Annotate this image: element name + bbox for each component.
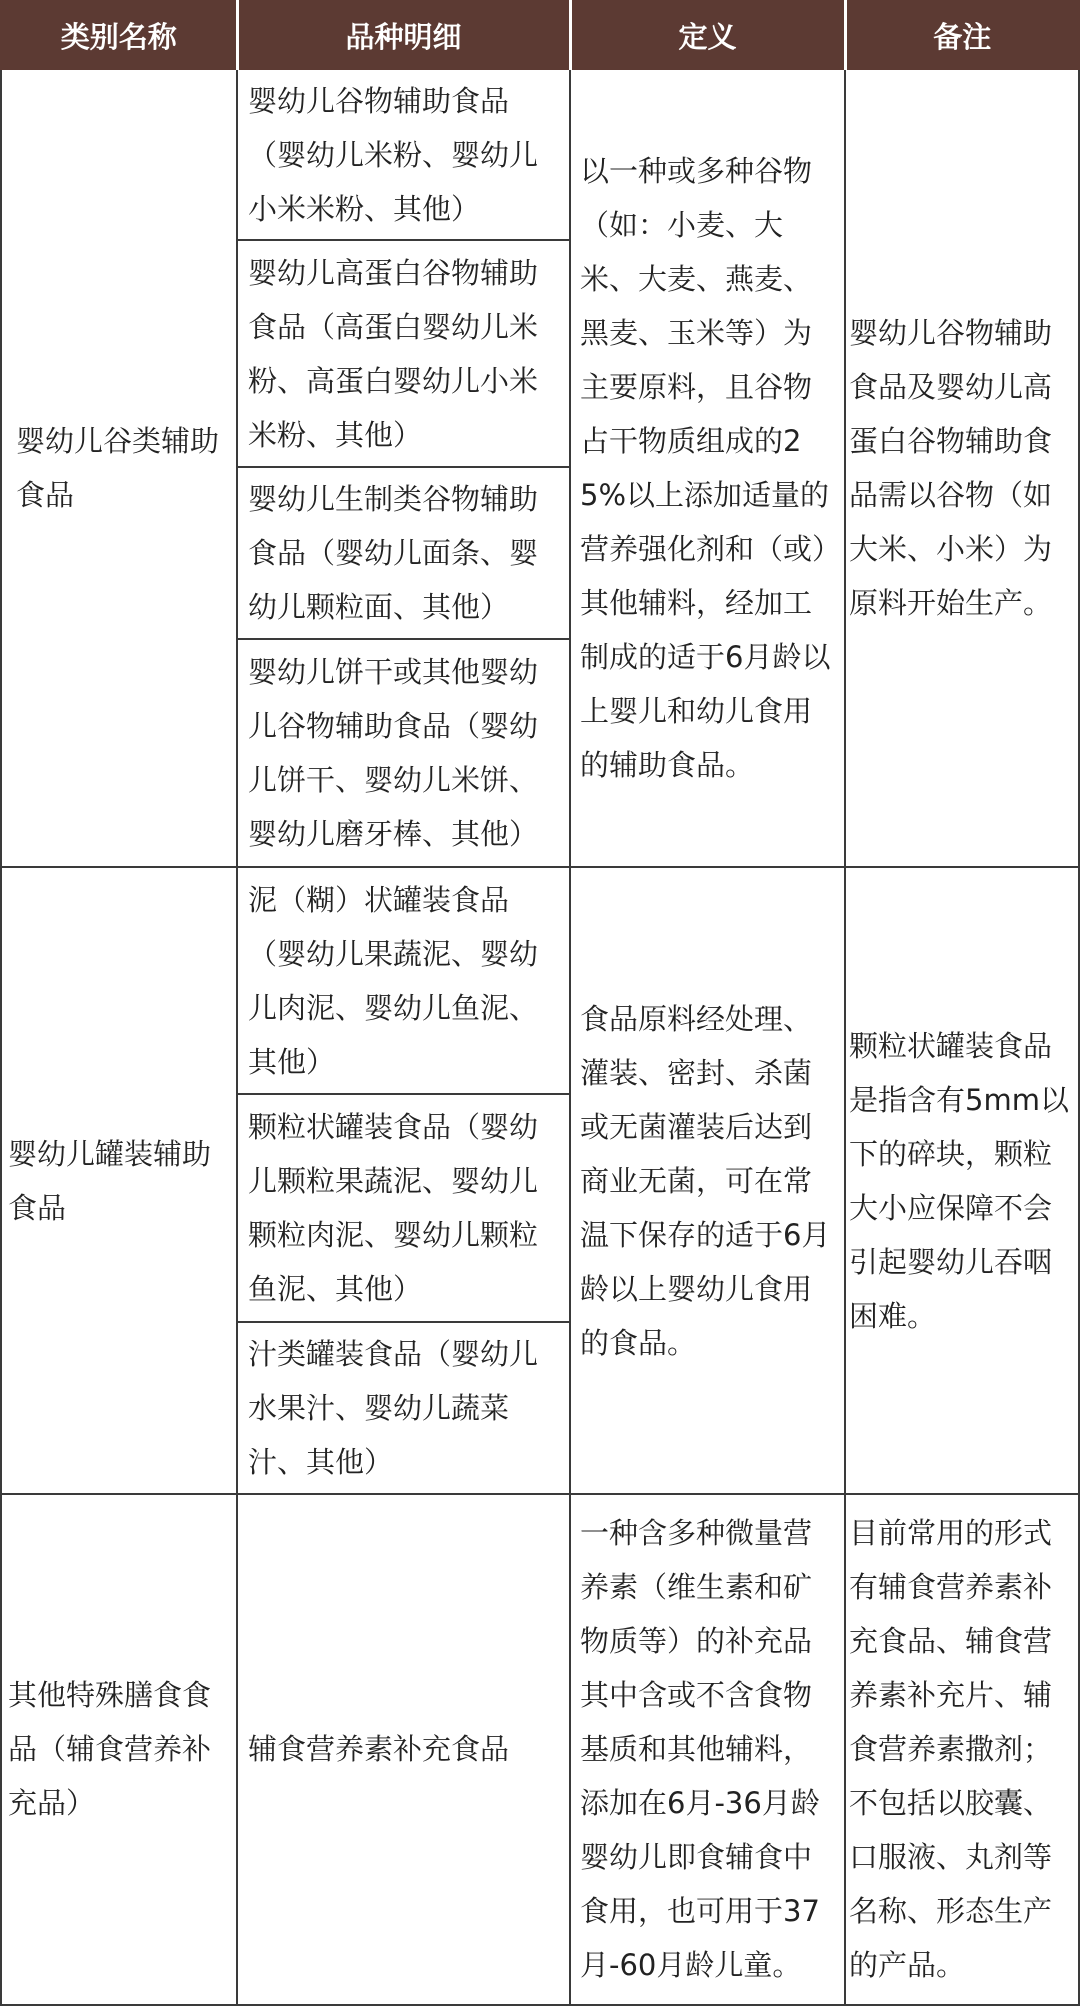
note-cell-other: 目前常用的形式有辅食营养素补充食品、辅食营养素补充片、辅食营养素撒剂；不包括以胶囊、口服液、丸剂等名称、形态生产的产品。: [845, 1494, 1079, 2005]
variety-cell: 婴幼儿高蛋白谷物辅助食品（高蛋白婴幼儿米粉、高蛋白婴幼儿小米米粉、其他）: [237, 240, 570, 467]
variety-cell: 辅食营养素补充食品: [237, 1494, 570, 2005]
variety-cell: 汁类罐装食品（婴幼儿水果汁、婴幼儿蔬菜汁、其他）: [237, 1322, 570, 1494]
category-cell-canned: 婴幼儿罐装辅助食品: [1, 867, 237, 1493]
definition-cell-other: 一种含多种微量营养素（维生素和矿物质等）的补充品其中含或不含食物基质和其他辅料，添加在6月-36月龄婴幼儿即食辅食中食用，也可用于37月-60月龄儿童。: [570, 1494, 845, 2005]
variety-cell: 颗粒状罐装食品（婴幼儿颗粒果蔬泥、婴幼儿颗粒肉泥、婴幼儿颗粒鱼泥、其他）: [237, 1094, 570, 1321]
category-cell-other: 其他特殊膳食食品（辅食营养补充品）: [1, 1494, 237, 2005]
header-row: [1, 1, 1079, 69]
variety-cell: 泥（糊）状罐装食品（婴幼儿果蔬泥、婴幼儿肉泥、婴幼儿鱼泥、其他）: [237, 867, 570, 1094]
table-row: [1, 69, 1079, 240]
header-definition: 定义: [570, 1, 845, 69]
variety-cell: 婴幼儿生制类谷物辅助食品（婴幼儿面条、婴幼儿颗粒面、其他）: [237, 467, 570, 639]
header-note: 备注: [845, 1, 1079, 69]
table-row: [1, 1494, 1079, 2005]
header-variety: 品种明细: [237, 1, 570, 69]
table-body: [1, 69, 1079, 2005]
variety-cell: 婴幼儿饼干或其他婴幼儿谷物辅助食品（婴幼儿饼干、婴幼儿米饼、婴幼儿磨牙棒、其他）: [237, 639, 570, 867]
definition-cell-cereal: 以一种或多种谷物（如：小麦、大米、大麦、燕麦、黑麦、玉米等）为主要原料，且谷物占干物质组成的25%以上添加适量的营养强化剂和（或）其他辅料，经加工制成的适于6月龄以上婴儿和幼儿食用的辅助食品。: [570, 69, 845, 867]
header-category: 类别名称: [1, 1, 237, 69]
category-cell-cereal: 婴幼儿谷类辅助食品: [1, 69, 237, 867]
table-header: [1, 1, 1079, 69]
definition-cell-canned: 食品原料经处理、灌装、密封、杀菌或无菌灌装后达到商业无菌，可在常温下保存的适于6月龄以上婴幼儿食用的食品。: [570, 867, 845, 1493]
note-cell-cereal: 婴幼儿谷物辅助食品及婴幼儿高蛋白谷物辅助食品需以谷物（如大米、小米）为原料开始生产。: [845, 69, 1079, 867]
note-cell-canned: 颗粒状罐装食品是指含有5mm以下的碎块，颗粒大小应保障不会引起婴幼儿吞咽困难。: [845, 867, 1079, 1493]
variety-cell: 婴幼儿谷物辅助食品（婴幼儿米粉、婴幼儿小米米粉、其他）: [237, 69, 570, 240]
table-row: [1, 867, 1079, 1094]
